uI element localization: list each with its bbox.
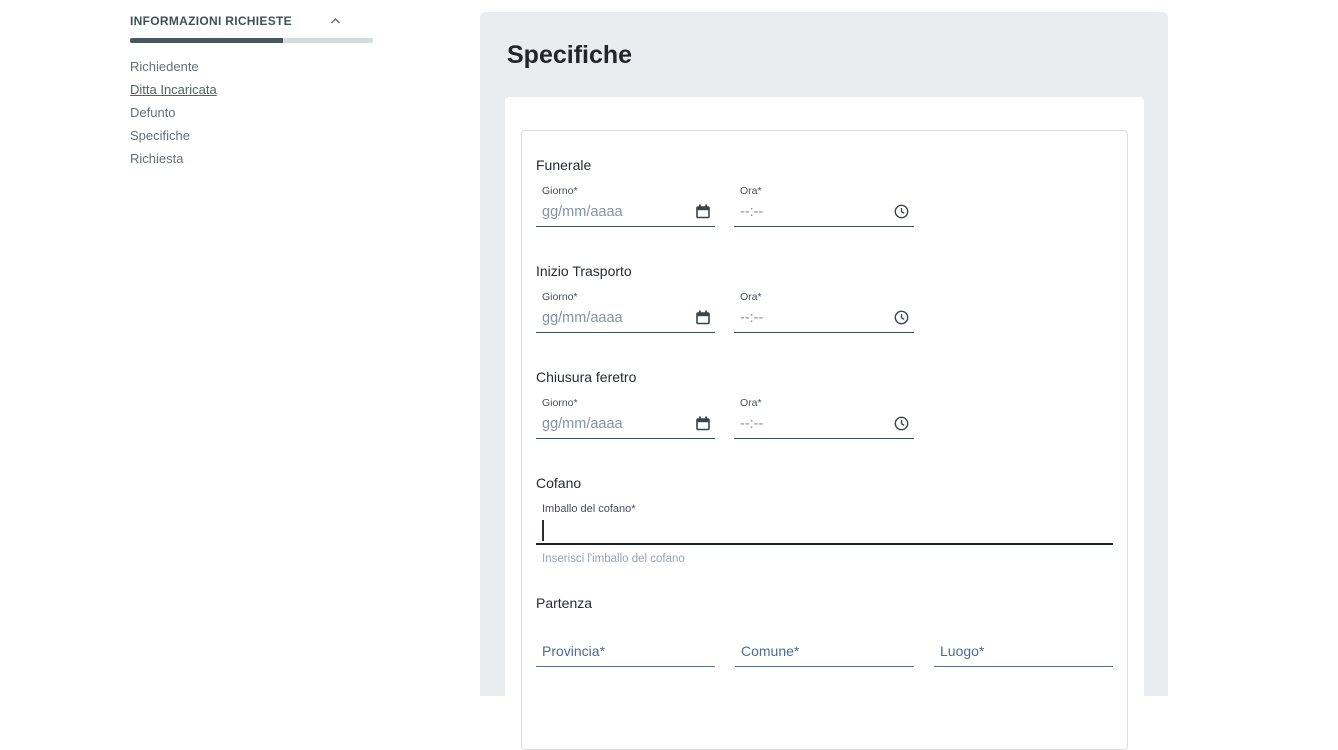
specifiche-form-card bbox=[521, 130, 1128, 750]
chiusura-feretro-ora-label: Ora* bbox=[740, 397, 762, 409]
page-title: Specifiche bbox=[507, 41, 633, 69]
funerale-giorno-placeholder: gg/mm/aaaa bbox=[542, 203, 623, 220]
funerale-giorno-label: Giorno* bbox=[542, 185, 578, 197]
progress-bar-fill bbox=[130, 38, 283, 43]
stepper-header bbox=[130, 14, 375, 28]
inizio-trasporto-ora-placeholder: --:-- bbox=[740, 309, 764, 326]
inizio-trasporto-giorno-field bbox=[536, 291, 715, 333]
calendar-icon[interactable] bbox=[696, 204, 710, 219]
inizio-trasporto-giorno-input[interactable] bbox=[536, 303, 715, 333]
sidebar-link-ditta-incaricata[interactable]: Ditta Incaricata bbox=[130, 82, 217, 97]
inizio-trasporto-ora-input[interactable] bbox=[734, 303, 914, 333]
sidebar-item-defunto[interactable] bbox=[130, 101, 375, 124]
inizio-trasporto-ora-label: Ora* bbox=[740, 291, 762, 303]
funerale-giorno-input[interactable] bbox=[536, 197, 715, 227]
funerale-giorno-field bbox=[536, 185, 715, 227]
chiusura-feretro-giorno-label: Giorno* bbox=[542, 397, 578, 409]
calendar-icon[interactable] bbox=[696, 310, 710, 325]
stepper-sidebar bbox=[130, 14, 375, 170]
section-cofano bbox=[536, 475, 1113, 565]
sidebar-item-ditta-incaricata[interactable] bbox=[130, 78, 375, 101]
inizio-trasporto-giorno-placeholder: gg/mm/aaaa bbox=[542, 309, 623, 326]
stepper-title: INFORMAZIONI RICHIESTE bbox=[130, 14, 292, 28]
clock-icon[interactable] bbox=[894, 310, 909, 325]
main-panel bbox=[480, 12, 1168, 696]
chiusura-feretro-giorno-placeholder: gg/mm/aaaa bbox=[542, 415, 623, 432]
inizio-trasporto-ora-field bbox=[734, 291, 914, 333]
chiusura-feretro-ora-field bbox=[734, 397, 914, 439]
comune-select[interactable] bbox=[735, 643, 914, 667]
content-sheet bbox=[505, 97, 1144, 696]
sidebar-link-richiesta[interactable]: Richiesta bbox=[130, 151, 184, 166]
sidebar-link-specifiche[interactable]: Specifiche bbox=[130, 128, 190, 143]
collapse-toggle-button[interactable] bbox=[328, 15, 343, 27]
section-title-partenza: Partenza bbox=[536, 595, 593, 611]
provincia-select[interactable] bbox=[536, 643, 715, 667]
sidebar-item-richiedente[interactable] bbox=[130, 55, 375, 78]
sidebar-link-richiedente[interactable]: Richiedente bbox=[130, 59, 199, 74]
inizio-trasporto-giorno-label: Giorno* bbox=[542, 291, 578, 303]
comune-select-label: Comune* bbox=[741, 643, 800, 659]
provincia-select-label: Provincia* bbox=[542, 643, 606, 659]
chiusura-feretro-ora-placeholder: --:-- bbox=[740, 415, 764, 432]
section-inizio-trasporto bbox=[536, 263, 1113, 333]
luogo-select[interactable] bbox=[934, 643, 1113, 667]
chevron-up-icon bbox=[330, 13, 341, 28]
luogo-select-label: Luogo* bbox=[940, 643, 985, 659]
sidebar-item-specifiche[interactable] bbox=[130, 124, 375, 147]
progress-bar bbox=[130, 38, 373, 43]
section-title-funerale: Funerale bbox=[536, 157, 592, 173]
chiusura-feretro-giorno-field bbox=[536, 397, 715, 439]
funerale-ora-field bbox=[734, 185, 914, 227]
section-partenza bbox=[536, 595, 1113, 667]
chiusura-feretro-giorno-input[interactable] bbox=[536, 409, 715, 439]
sidebar-link-defunto[interactable]: Defunto bbox=[130, 105, 176, 120]
chiusura-feretro-ora-input[interactable] bbox=[734, 409, 914, 439]
section-title-inizio-trasporto: Inizio Trasporto bbox=[536, 263, 632, 279]
funerale-ora-placeholder: --:-- bbox=[740, 203, 764, 220]
stepper-nav bbox=[130, 55, 375, 170]
text-caret bbox=[542, 520, 544, 541]
sidebar-item-richiesta[interactable] bbox=[130, 147, 375, 170]
imballo-cofano-label: Imballo del cofano* bbox=[542, 503, 636, 515]
calendar-icon[interactable] bbox=[696, 416, 710, 431]
section-title-cofano: Cofano bbox=[536, 475, 582, 491]
section-title-chiusura-feretro: Chiusura feretro bbox=[536, 369, 637, 385]
section-chiusura-feretro bbox=[536, 369, 1113, 439]
imballo-cofano-input[interactable] bbox=[536, 515, 1113, 545]
section-funerale bbox=[536, 157, 1113, 227]
imballo-cofano-helper: Inserisci l'imballo del cofano bbox=[542, 553, 685, 565]
clock-icon[interactable] bbox=[894, 204, 909, 219]
funerale-ora-input[interactable] bbox=[734, 197, 914, 227]
clock-icon[interactable] bbox=[894, 416, 909, 431]
funerale-ora-label: Ora* bbox=[740, 185, 762, 197]
